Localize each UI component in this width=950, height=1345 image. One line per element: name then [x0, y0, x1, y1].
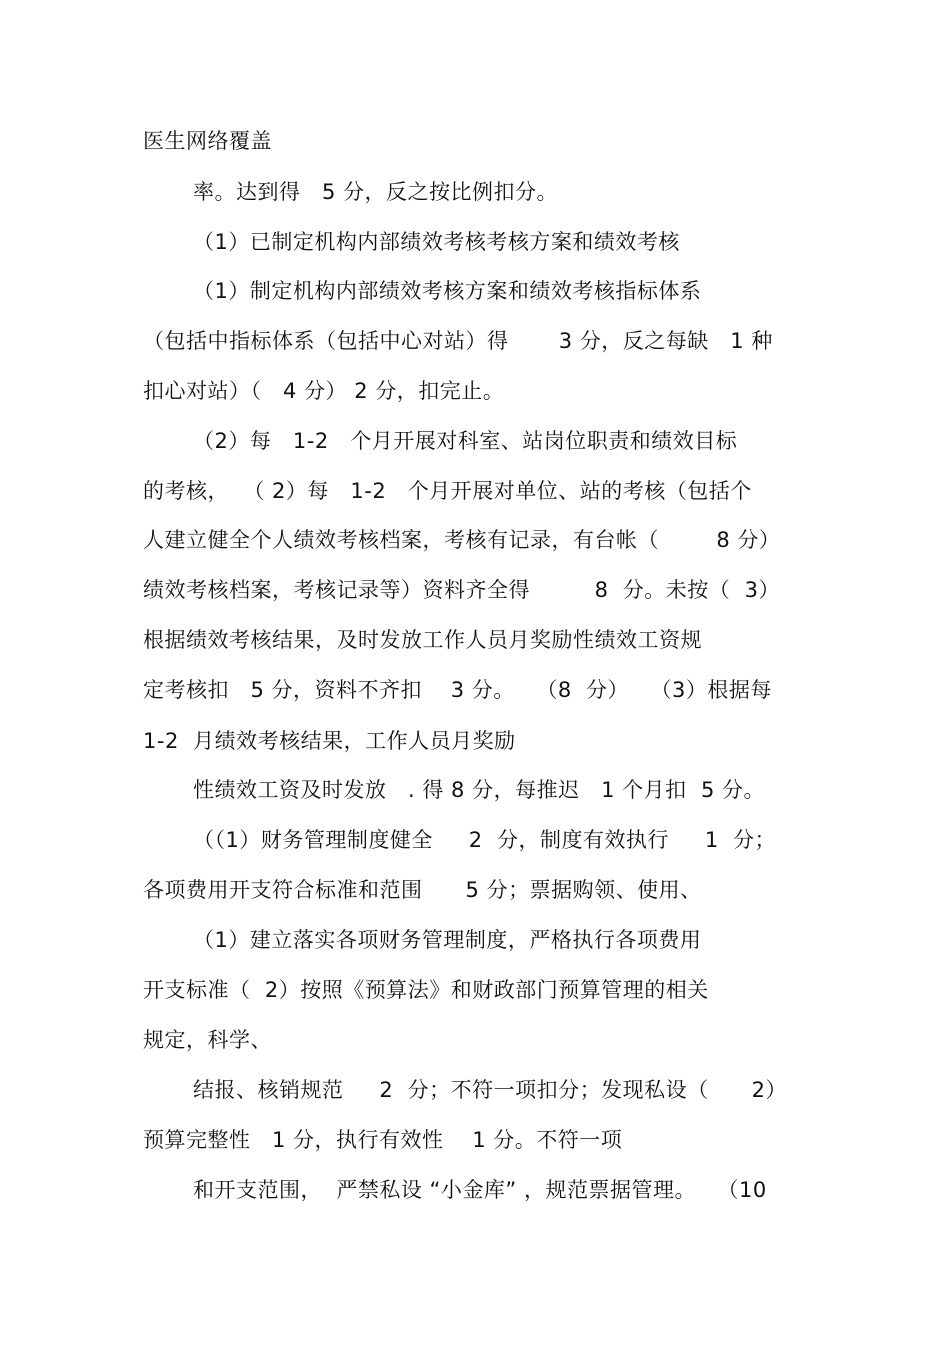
text-line: 绩效考核档案，考核记录等）资料齐全得 8 分。未按（ 3） [143, 578, 780, 602]
text-line: 定考核扣 5 分，资料不齐扣 3 分。 （8 分） （3）根据每 [143, 678, 772, 702]
text-line: 根据绩效考核结果，及时发放工作人员月奖励性绩效工资规 [143, 628, 702, 652]
text-line: 各项费用开支符合标准和范围 5 分；票据购领、使用、 [143, 878, 702, 902]
text-line: 扣心对站）（ 4 分） 2 分，扣完止。 [143, 379, 505, 403]
text-line: （2）每 1-2 个月开展对科室、站岗位职责和绩效目标 [193, 429, 738, 453]
text-line: 规定，科学、 [143, 1028, 272, 1052]
text-line: 和开支范围， 严禁私设 “小金库” ，规范票据管理。 （10 [193, 1178, 767, 1202]
text-line: 预算完整性 1 分，执行有效性 1 分。不符一项 [143, 1128, 623, 1152]
text-line: （（1）财务管理制度健全 2 分，制度有效执行 1 分； [193, 828, 777, 852]
text-line: （1）建立落实各项财务管理制度，严格执行各项费用 [193, 928, 702, 952]
text-line: 结报、核销规范 2 分；不符一项扣分；发现私设（ 2） [193, 1078, 787, 1102]
text-line: 医生网络覆盖 [143, 129, 272, 153]
text-line: 性绩效工资及时发放 . 得 8 分，每推迟 1 个月扣 5 分。 [193, 778, 766, 802]
text-line: （包括中指标体系（包括中心对站）得 3 分，反之每缺 1 种 [143, 329, 773, 353]
text-line: 1-2 月绩效考核结果，工作人员月奖励 [143, 729, 516, 753]
text-line: 的考核， （ 2）每 1-2 个月开展对单位、站的考核（包括个 [143, 479, 752, 503]
text-line: （1）已制定机构内部绩效考核考核方案和绩效考核 [193, 230, 680, 254]
text-line: 人建立健全个人绩效考核档案，考核有记录，有台帐（ 8 分） [143, 528, 781, 552]
text-line: （1）制定机构内部绩效考核方案和绩效考核指标体系 [193, 279, 702, 303]
text-line: 率。达到得 5 分，反之按比例扣分。 [193, 180, 559, 204]
text-line: 开支标准（ 2）按照《预算法》和财政部门预算管理的相关 [143, 978, 709, 1002]
